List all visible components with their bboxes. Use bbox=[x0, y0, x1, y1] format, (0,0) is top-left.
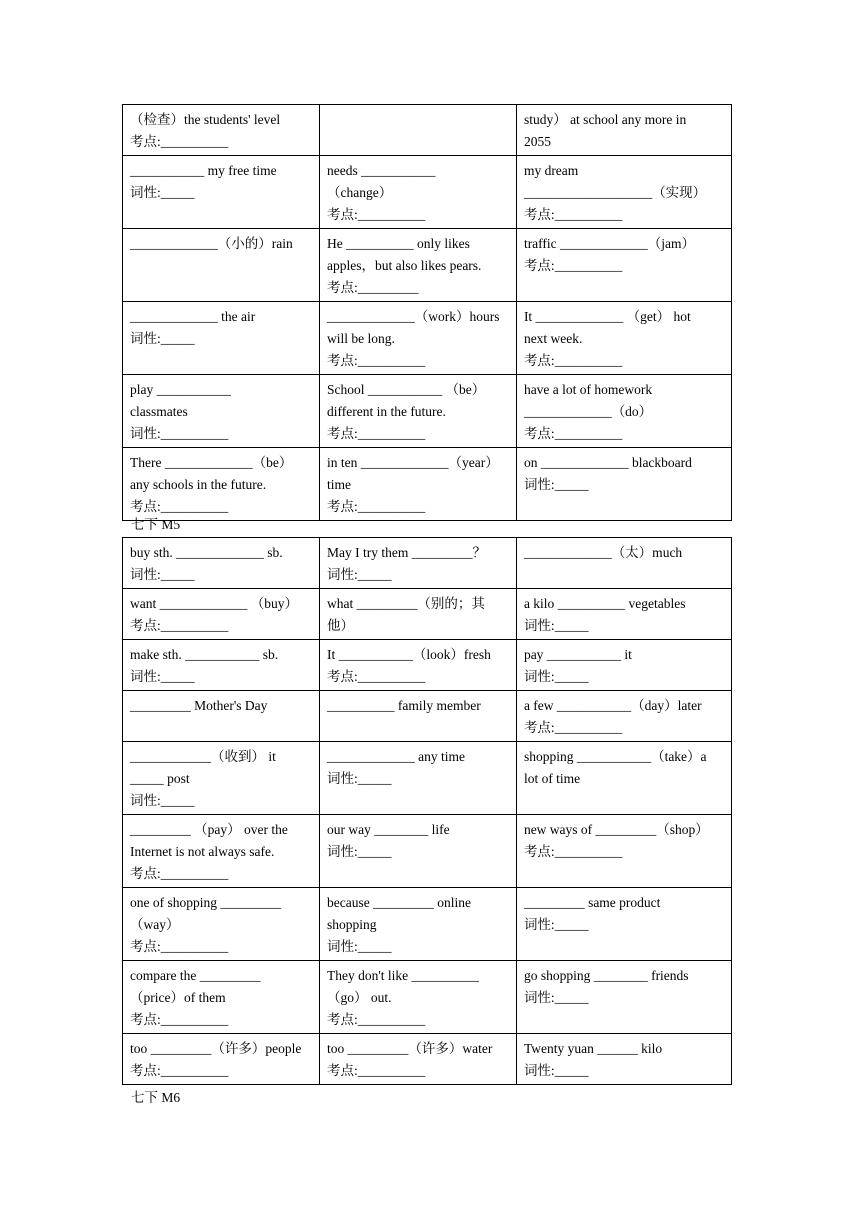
cell-text-line: 词性:_____ bbox=[523, 618, 589, 633]
cell-text-line: shopping ___________（take）a bbox=[523, 749, 707, 764]
table-cell bbox=[516, 448, 731, 521]
cell-text-line: a kilo __________ vegetables bbox=[523, 596, 686, 611]
table-cell bbox=[516, 105, 731, 156]
cell-text-line: 考点:_________ bbox=[326, 280, 419, 295]
cell-text-line: lot of time bbox=[523, 771, 581, 786]
cell-text-line: He __________ only likes bbox=[326, 236, 470, 251]
cell-text-line: _________ same product bbox=[523, 895, 661, 910]
cell-text-line: too _________（许多）water bbox=[326, 1041, 493, 1056]
cell-text-line: 考点:__________ bbox=[130, 866, 229, 881]
table-row bbox=[123, 105, 732, 156]
section-title-m5: 七下 M5 bbox=[131, 517, 181, 532]
table-row bbox=[123, 156, 732, 229]
table-cell bbox=[123, 105, 320, 156]
cell-text-line: any schools in the future. bbox=[130, 477, 267, 492]
cell-text-line: 词性:_____ bbox=[523, 990, 589, 1005]
cell-text-line: （way） bbox=[130, 917, 180, 932]
table-cell bbox=[319, 538, 516, 589]
table-row bbox=[123, 589, 732, 640]
table-cell bbox=[123, 961, 320, 1034]
cell-text-line: 考点:__________ bbox=[523, 720, 623, 735]
cell-text-line: There _____________（be） bbox=[130, 455, 293, 470]
cell-text-line: 考点:__________ bbox=[326, 426, 426, 441]
cell-text-line: 考点:__________ bbox=[523, 426, 623, 441]
table-row bbox=[123, 1034, 732, 1085]
cell-text-line: It _____________ （get） hot bbox=[523, 309, 691, 324]
cell-text-line: pay ___________ it bbox=[523, 647, 632, 662]
table-cell bbox=[319, 815, 516, 888]
cell-text-line: my dream bbox=[523, 163, 579, 178]
table-cell bbox=[123, 302, 320, 375]
cell-text-line: 词性:_____ bbox=[130, 567, 195, 582]
cell-text-line: 考点:__________ bbox=[130, 618, 229, 633]
cell-text-line: 词性:_____ bbox=[130, 669, 195, 684]
cell-text-line: will be long. bbox=[326, 331, 395, 346]
cell-text-line: in ten _____________（year） bbox=[326, 455, 499, 470]
cell-text-line: 词性:_____ bbox=[130, 331, 195, 346]
table-cell bbox=[319, 375, 516, 448]
table-cell bbox=[319, 589, 516, 640]
cell-text-line: Twenty yuan ______ kilo bbox=[523, 1041, 663, 1056]
cell-text-line: a few ___________（day）later bbox=[523, 698, 702, 713]
cell-text-line: needs ___________ bbox=[326, 163, 436, 178]
cell-text-line: want _____________ （buy） bbox=[130, 596, 298, 611]
table-cell bbox=[319, 105, 516, 156]
table-row bbox=[123, 229, 732, 302]
cell-text-line: __________ family member bbox=[326, 698, 481, 713]
table-row bbox=[123, 742, 732, 815]
cell-text-line: 考点:__________ bbox=[326, 669, 426, 684]
cell-text-line: 考点:__________ bbox=[523, 844, 623, 859]
table-cell bbox=[123, 448, 320, 521]
table-row bbox=[123, 815, 732, 888]
table-cell bbox=[123, 888, 320, 961]
cell-text-line: ____________（收到） it bbox=[130, 749, 276, 764]
cell-text-line: 词性:_____ bbox=[326, 844, 392, 859]
cell-text-line: too _________（许多）people bbox=[130, 1041, 302, 1056]
table-cell bbox=[123, 742, 320, 815]
table-row bbox=[123, 888, 732, 961]
cell-text-line: _____________（小的）rain bbox=[130, 236, 293, 251]
table-row bbox=[123, 640, 732, 691]
cell-text-line: 考点:__________ bbox=[326, 1063, 426, 1078]
table-cell bbox=[123, 1034, 320, 1085]
table-cell bbox=[123, 640, 320, 691]
cell-text-line: shopping bbox=[326, 917, 377, 932]
table-cell bbox=[516, 589, 731, 640]
cell-text-line: 考点:__________ bbox=[326, 499, 426, 514]
cell-text-line: （price）of them bbox=[130, 990, 226, 1005]
cell-text-line: 词性:_____ bbox=[523, 1063, 589, 1078]
cell-text-line: 词性:_____ bbox=[523, 917, 589, 932]
cell-text-line: 考点:__________ bbox=[130, 939, 229, 954]
cell-text-line: 词性:_____ bbox=[523, 477, 589, 492]
cell-text-line: one of shopping _________ bbox=[130, 895, 282, 910]
cell-text-line: _____________（太）much bbox=[523, 545, 683, 560]
table-row bbox=[123, 691, 732, 742]
cell-text-line: time bbox=[326, 477, 351, 492]
table-cell bbox=[516, 156, 731, 229]
cell-text-line: traffic _____________（jam） bbox=[523, 236, 696, 251]
cell-text-line: 考点:__________ bbox=[326, 353, 426, 368]
cell-text-line: apples，but also likes pears. bbox=[326, 258, 482, 273]
cell-text-line: 词性:_____ bbox=[326, 939, 392, 954]
table-cell bbox=[123, 815, 320, 888]
cell-text-line: _________ Mother's Day bbox=[130, 698, 268, 713]
table-cell bbox=[516, 815, 731, 888]
table-cell bbox=[319, 691, 516, 742]
cell-text-line: 考点:__________ bbox=[130, 1012, 229, 1027]
cell-text-line: what _________（别的；其 bbox=[326, 596, 485, 611]
cell-text-line: _____________ any time bbox=[326, 749, 465, 764]
cell-text-line: 2055 bbox=[523, 134, 551, 149]
table-cell bbox=[319, 1034, 516, 1085]
table-row bbox=[123, 448, 732, 521]
cell-text-line: compare the _________ bbox=[130, 968, 261, 983]
section-title-m6: 七下 M6 bbox=[131, 1090, 181, 1105]
cell-text-line: new ways of _________（shop） bbox=[523, 822, 709, 837]
table-cell bbox=[319, 888, 516, 961]
cell-text-line: 考点:__________ bbox=[326, 207, 426, 222]
cell-text-line: 词性:__________ bbox=[130, 426, 229, 441]
cell-text-line: （change） bbox=[326, 185, 393, 200]
table-cell bbox=[123, 229, 320, 302]
table-cell bbox=[123, 156, 320, 229]
table-cell bbox=[516, 961, 731, 1034]
cell-text-line: because _________ online bbox=[326, 895, 471, 910]
table-cell bbox=[123, 538, 320, 589]
cell-text-line: _____________（work）hours bbox=[326, 309, 500, 324]
cell-text-line: go shopping ________ friends bbox=[523, 968, 689, 983]
table-cell bbox=[516, 742, 731, 815]
table-cell bbox=[516, 538, 731, 589]
cell-text-line: 考点:__________ bbox=[523, 258, 623, 273]
cell-text-line: play ___________ bbox=[130, 382, 231, 397]
cell-text-line: make sth. ___________ sb. bbox=[130, 647, 279, 662]
table-cell bbox=[319, 640, 516, 691]
table-row bbox=[123, 538, 732, 589]
cell-text-line: 考点:__________ bbox=[523, 207, 623, 222]
table-cell bbox=[123, 375, 320, 448]
table-cell bbox=[516, 640, 731, 691]
cell-text-line: It ___________（look）fresh bbox=[326, 647, 491, 662]
cell-text-line: They don't like __________ bbox=[326, 968, 480, 983]
cell-text-line: 考点:__________ bbox=[130, 499, 229, 514]
cell-text-line: our way ________ life bbox=[326, 822, 450, 837]
cell-text-line: 词性:_____ bbox=[130, 793, 195, 808]
table-cell bbox=[319, 961, 516, 1034]
table-cell bbox=[516, 229, 731, 302]
cell-text-line: 词性:_____ bbox=[326, 771, 392, 786]
cell-text-line: _________ （pay） over the bbox=[130, 822, 288, 837]
cell-text-line: Internet is not always safe. bbox=[130, 844, 275, 859]
table-row bbox=[123, 961, 732, 1034]
cell-text-line: May I try them _________？ bbox=[326, 545, 486, 560]
worksheet-table-1 bbox=[122, 104, 732, 521]
table-cell bbox=[516, 888, 731, 961]
cell-text-line: have a lot of homework bbox=[523, 382, 653, 397]
cell-text-line: different in the future. bbox=[326, 404, 446, 419]
cell-text-line: 考点:__________ bbox=[523, 353, 623, 368]
cell-text-line: （go） out. bbox=[326, 990, 392, 1005]
table-cell bbox=[319, 448, 516, 521]
table-cell bbox=[319, 229, 516, 302]
table-cell bbox=[319, 742, 516, 815]
cell-text-line: （检查）the students' level bbox=[130, 112, 281, 127]
cell-text-line: ___________________（实现） bbox=[523, 185, 707, 200]
cell-text-line: 词性:_____ bbox=[326, 567, 392, 582]
cell-text-line: buy sth. _____________ sb. bbox=[130, 545, 283, 560]
cell-text-line: 考点:__________ bbox=[130, 1063, 229, 1078]
cell-text-line: next week. bbox=[523, 331, 583, 346]
table-cell bbox=[319, 302, 516, 375]
cell-text-line: 词性:_____ bbox=[523, 669, 589, 684]
table-cell bbox=[319, 156, 516, 229]
table-cell bbox=[516, 691, 731, 742]
table-cell bbox=[516, 302, 731, 375]
cell-text-line: ___________ my free time bbox=[130, 163, 277, 178]
table-row bbox=[123, 302, 732, 375]
worksheet-table-m5 bbox=[122, 537, 732, 1085]
cell-text-line: 他） bbox=[326, 618, 354, 633]
cell-text-line: _____ post bbox=[130, 771, 190, 786]
table-cell bbox=[516, 1034, 731, 1085]
cell-text-line: _____________（do） bbox=[523, 404, 653, 419]
cell-text-line: 考点:__________ bbox=[130, 134, 229, 149]
cell-text-line: on _____________ blackboard bbox=[523, 455, 692, 470]
table-row bbox=[123, 375, 732, 448]
cell-text-line: study） at school any more in bbox=[523, 112, 687, 127]
cell-text-line: 词性:_____ bbox=[130, 185, 195, 200]
table-cell bbox=[123, 589, 320, 640]
cell-text-line: 考点:__________ bbox=[326, 1012, 426, 1027]
table-cell bbox=[123, 691, 320, 742]
cell-text-line: _____________ the air bbox=[130, 309, 256, 324]
table-cell bbox=[516, 375, 731, 448]
cell-text-line: classmates bbox=[130, 404, 188, 419]
cell-text-line: School ___________ （be） bbox=[326, 382, 486, 397]
